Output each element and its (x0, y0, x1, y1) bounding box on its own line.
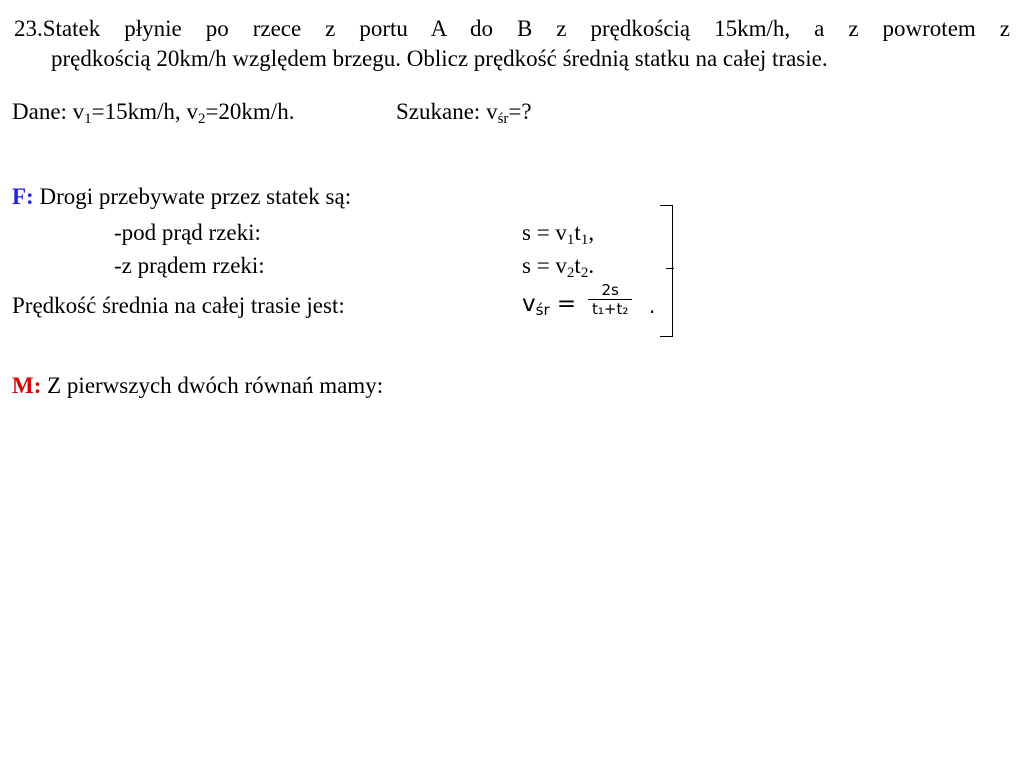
fraction-denominator: t₁+t₂ (592, 300, 629, 318)
upstream-label: -pod prąd rzeki: (114, 220, 261, 245)
equation-upstream (522, 220, 595, 248)
fraction-numerator: 2s (601, 281, 619, 299)
v1-value: =15km/h, (91, 99, 187, 124)
sought-subscript: śr (497, 111, 509, 127)
sought-label: Szukane: (396, 99, 487, 124)
eq2-mid: t (574, 253, 581, 278)
eq1-lhs: s = v (522, 220, 567, 245)
avg-equals: = (549, 291, 577, 317)
given-label: Dane: (12, 99, 73, 124)
m-text: Z pierwszych dwóch równań mamy: (41, 373, 384, 398)
equation-downstream (522, 253, 595, 281)
eq2-end: . (588, 253, 595, 278)
eq1-end: , (588, 220, 595, 245)
eq1-sub-a: 1 (566, 232, 575, 248)
eq1-sub-b: 1 (580, 232, 589, 248)
average-speed-fraction (588, 281, 632, 318)
system-brace-tick (666, 268, 674, 269)
eq1-mid: t (574, 220, 581, 245)
sought-symbol: v (486, 99, 498, 124)
given-line (12, 99, 295, 127)
problem-statement (14, 14, 1010, 74)
sought-value: =? (508, 99, 532, 124)
v2-value: =20km/h. (205, 99, 295, 124)
eq2-sub-b: 2 (580, 265, 589, 281)
v2-symbol: v (186, 99, 198, 124)
m-key: M: (12, 373, 42, 398)
avg-period: . (649, 294, 656, 318)
problem-line-1: 23.Statek płynie po rzece z portu A do B z prędkością 15km/h, a z powrotem z (14, 16, 1010, 41)
f-text: Drogi przebywate przez statek są: (33, 184, 352, 209)
avg-subscript: śr (535, 301, 550, 319)
v1-symbol: v (72, 99, 85, 124)
downstream-label: -z prądem rzeki: (114, 253, 265, 278)
v2-subscript: 2 (197, 111, 206, 127)
v1-subscript: 1 (84, 111, 92, 127)
problem-line-2: prędkością 20km/h względem brzegu. Oblicz prędkość średnią statku na całej trasie. (51, 46, 828, 71)
f-key: F: (12, 184, 34, 209)
average-speed-lhs (522, 291, 577, 319)
system-brace (660, 205, 673, 337)
avg-symbol: v (522, 291, 536, 317)
eq2-lhs: s = v (522, 253, 567, 278)
eq2-sub-a: 2 (566, 265, 575, 281)
m-heading (12, 374, 383, 397)
f-heading (12, 185, 351, 208)
sought-line (396, 99, 532, 127)
average-speed-label: Prędkość średnia na całej trasie jest: (12, 293, 345, 318)
